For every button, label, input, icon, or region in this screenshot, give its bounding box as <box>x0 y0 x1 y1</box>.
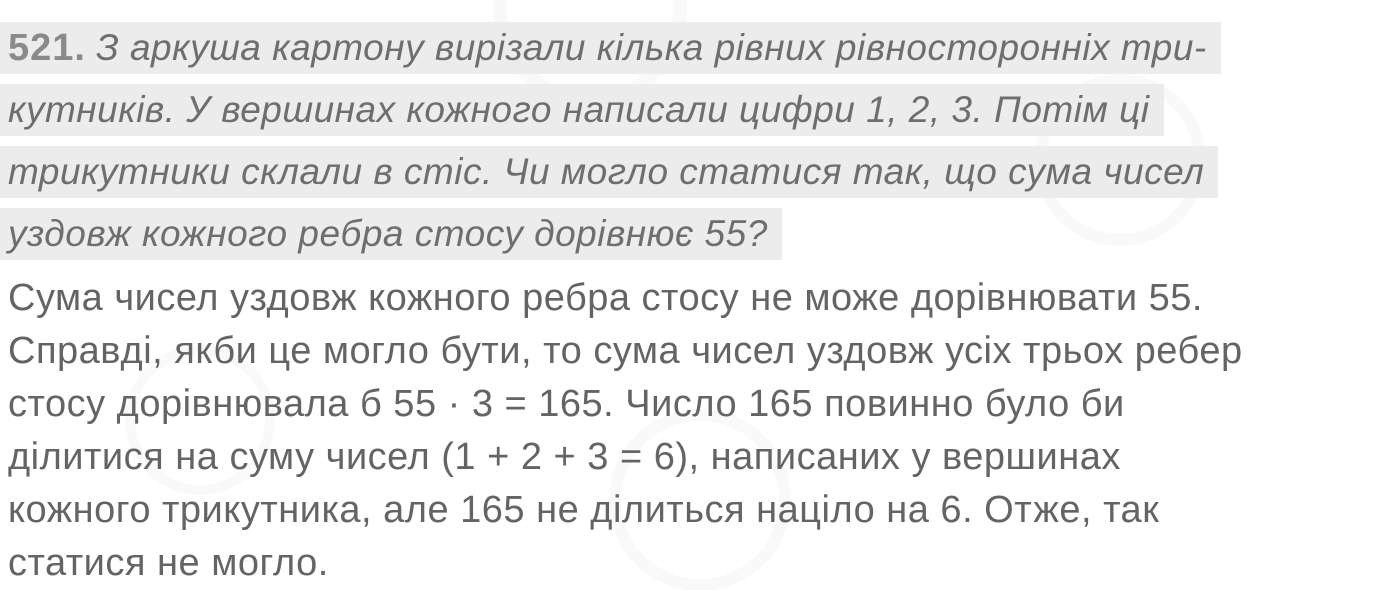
problem-number: 521. <box>8 27 86 69</box>
solution-line-5: кожного трикутника, але 165 не ділиться націло на 6. Отже, так <box>8 489 1160 531</box>
problem-line-3 <box>0 146 1390 206</box>
problem-line-2 <box>0 84 1390 144</box>
problem-statement <box>0 22 1390 268</box>
problem-text-line: З аркуша картону вирізали кілька рівних рівносторонніх три- <box>95 27 1207 68</box>
solution-line-3: стосу дорівнювала б 55 · 3 = 165. Число 165 повинно було би <box>8 383 1125 425</box>
solution-text <box>0 272 1390 590</box>
problem-text-line: уздовж кожного ребра стосу дорівнює 55? <box>8 213 768 254</box>
problem-line-4 <box>0 208 1390 268</box>
solution-line-4: ділитися на суму чисел (1 + 2 + 3 = 6), написаних у вершинах <box>8 436 1121 478</box>
highlight-band <box>0 84 1164 136</box>
solution-line-1: Сума чисел уздовж кожного ребра стосу не може дорівнювати 55. <box>8 277 1203 319</box>
solution-line-6: статися не могло. <box>8 542 329 584</box>
highlight-band <box>0 146 1218 198</box>
highlight-band <box>0 22 1221 74</box>
solution-line-2: Справді, якби це могло бути, то сума чисел уздовж усіх трьох ребер <box>8 330 1243 372</box>
problem-text-line: трикутники склали в стіс. Чи могло статися так, що сума чисел <box>8 151 1205 192</box>
highlight-band <box>0 208 782 260</box>
problem-text-line: кутників. У вершинах кожного написали цифри 1, 2, 3. Потім ці <box>8 89 1150 130</box>
problem-line-1 <box>0 22 1390 82</box>
